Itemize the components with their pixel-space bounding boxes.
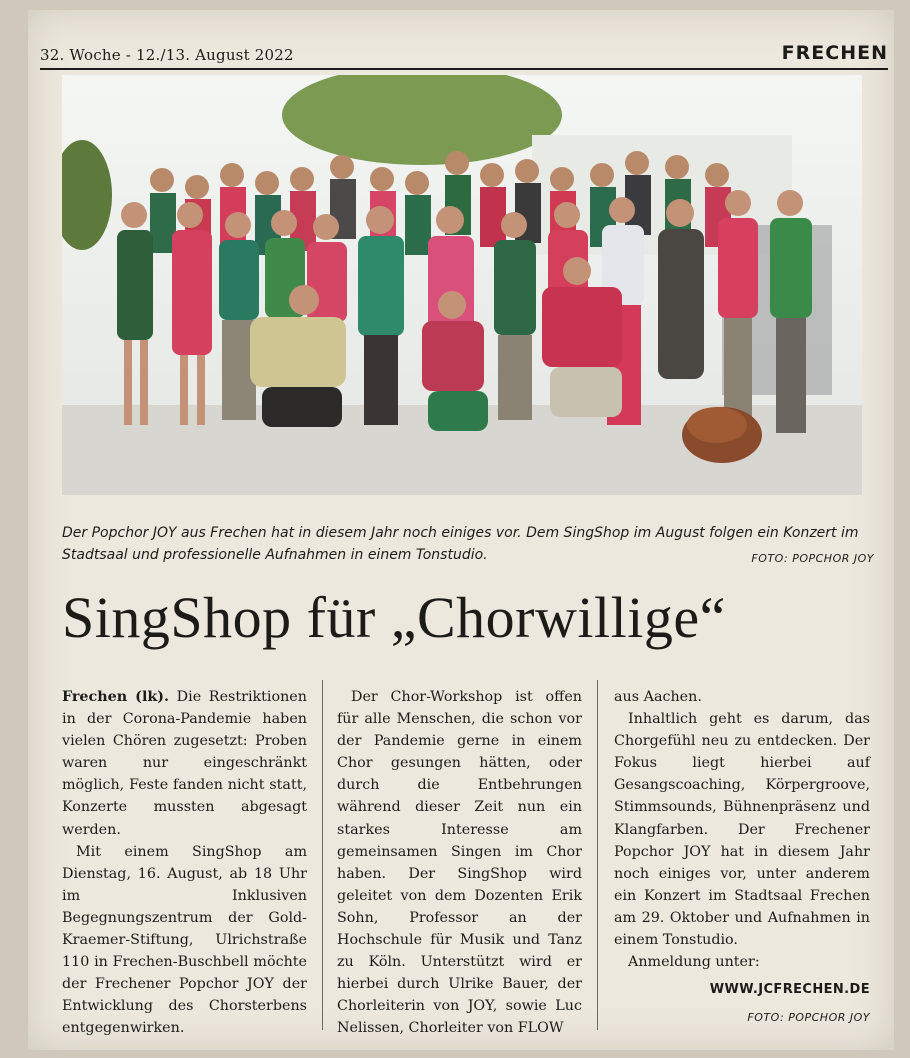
- choir-photo-illustration: [62, 75, 862, 495]
- issue-date: 32. Woche - 12./13. August 2022: [40, 46, 294, 64]
- article-column-1: [62, 686, 307, 1040]
- article-paragraph: Inhaltlich geht es darum, das Chorgefühl neu zu entdecken. Der Fokus liegt hierbei auf Gesangscoaching, Körpergroove, Stimmsounds, Bühnenpräsenz und Klangfarben. Der Frechener Popchor JOY hat in diesem Jahr noch einiges vor, unter anderem ein Konzert im Stadtsaal Frechen am 29. Oktober und Aufnahmen in einem Tonstudio.: [614, 711, 870, 949]
- article-headline: SingShop für „Chorwillige“: [62, 585, 726, 650]
- article-column-2: [337, 686, 582, 1040]
- photo-caption: [62, 522, 874, 570]
- article-column-3: [614, 686, 870, 1029]
- article-dateline: Frechen (lk).: [62, 689, 170, 705]
- article-paragraph: aus Aachen.: [614, 689, 702, 705]
- section-name: FRECHEN: [781, 42, 888, 64]
- article-paragraph: Der Chor-Workshop ist offen für alle Menschen, die schon vor der Pandemie gerne in einem Chor gesungen hätten, oder durch die Entbehrungen während dieser Zeit nun ein starkes Interesse am gemeinsamen Singen im Chor haben. Der SingShop wird geleitet von dem Dozenten Erik Sohn, Professor an der Hochschule für Musik und Tanz zu Köln. Unterstützt wird er hierbei durch Ulrike Bauer, der Chorleiterin von JOY, sowie Luc Nelissen, Chorleiter von FLOW: [337, 689, 582, 1037]
- header-rule: [40, 68, 888, 70]
- column-divider: [597, 680, 598, 1030]
- article-paragraph: Die Restriktionen in der Corona-Pandemie haben vielen Chören zugesetzt: Proben waren nur eingeschränkt möglich, Feste fanden nicht statt, Konzerte mussten abgesagt werden.: [62, 689, 307, 838]
- photo-credit: FOTO: POPCHOR JOY: [751, 552, 874, 565]
- photo-caption-text: Der Popchor JOY aus Frechen hat in diesem Jahr noch einiges vor. Dem SingShop im August folgen ein Konzert im Stadtsaal und professionelle Aufnahmen in einem Tonstudio.: [62, 525, 859, 563]
- article-paragraph: Anmeldung unter:: [628, 954, 760, 971]
- registration-url[interactable]: WWW.JCFRECHEN.DE: [709, 982, 870, 998]
- article-paragraph: Mit einem SingShop am Dienstag, 16. August, ab 18 Uhr im Inklusiven Begegnungszentrum der Gold-Kraemer-Stiftung, Ulrichstraße 110 in Frechen-Buschbell möchte der Frechener Popchor JOY der Entwicklung des Chorsterbens entgegenwirken.: [62, 843, 307, 1037]
- column-divider: [322, 680, 323, 1030]
- article-credit: FOTO: POPCHOR JOY: [747, 1011, 870, 1025]
- choir-photo: [62, 75, 862, 495]
- page-header: [40, 38, 888, 68]
